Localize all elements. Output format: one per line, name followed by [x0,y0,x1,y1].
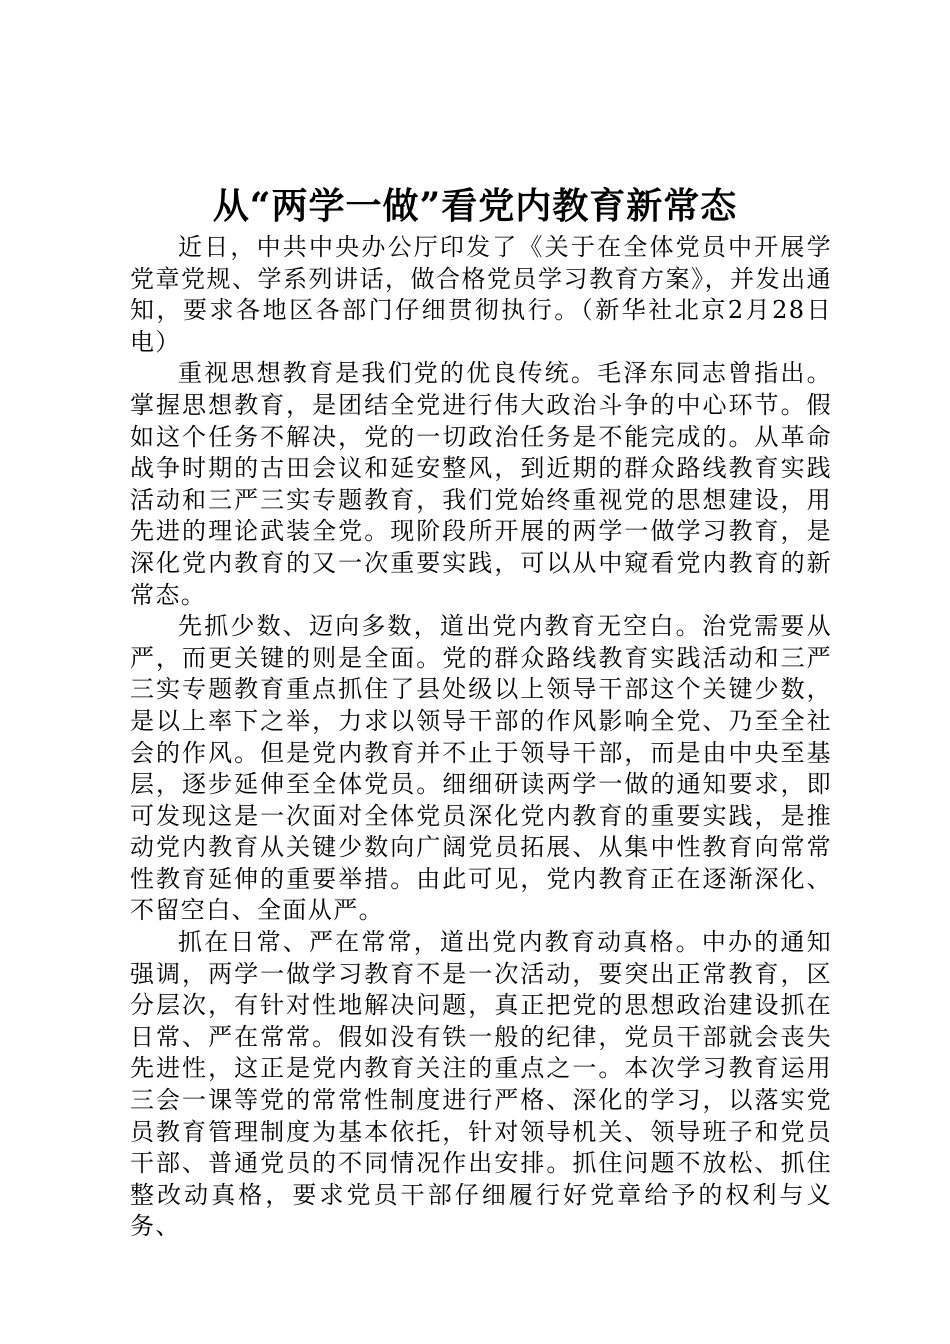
paragraph-thought-education: 重视思想教育是我们党的优良传统。毛泽东同志曾指出。掌握思想教育，是团结全党进行伟大政治斗争的中心环节。假如这个任务不解决，党的一切政治任务是不能完成的。从革命战争时期的古田会议和延安整风，到近期的群众路线教育实践活动和三严三实专题教育，我们党始终重视党的思想建设，用先进的理论武装全党。现阶段所开展的两学一做学习教育，是深化党内教育的又一次重要实践，可以从中窥看党内教育的新常态。 [130,359,832,609]
paragraph-no-blank: 先抓少数、迈向多数，道出党内教育无空白。治党需要从严，而更关键的则是全面。党的群众路线教育实践活动和三严三实专题教育重点抓住了县处级以上领导干部这个关键少数，是以上率下之举，力求以领导干部的作风影响全党、乃至全社会的作风。但是党内教育并不止于领导干部，而是由中央至基层，逐步延伸至全体党员。细细研读两学一做的通知要求，即可发现这是一次面对全体党员深化党内教育的重要实践，是推动党内教育从关键少数向广阔党员拓展、从集中性教育向常常性教育延伸的重要举措。由此可见，党内教育正在逐渐深化、不留空白、全面从严。 [130,612,832,925]
paragraph-daily-strict: 抓在日常、严在常常，道出党内教育动真格。中办的通知强调，两学一做学习教育不是一次活动，要突出正常教育，区分层次，有针对性地解决问题，真正把党的思想政治建设抓在日常、严在常常。假如没有铁一般的纪律，党员干部就会丧失先进性，这正是党内教育关注的重点之一。本次学习教育运用三会一课等党的常常性制度进行严格、深化的学习，以落实党员教育管理制度为基本依托，针对领导机关、领导班子和党员干部、普通党员的不同情况作出安排。抓住问题不放松、抓住整改动真格，要求党员干部仔细履行好党章给予的权利与义务、 [130,928,832,1241]
document-title: 从“两学一做”看党内教育新常态 [212,185,738,227]
document-body [130,232,832,1243]
paragraph-intro: 近日，中共中央办公厅印发了《关于在全体党员中开展学党章党规、学系列讲话，做合格党员学习教育方案》，并发出通知，要求各地区各部门仔细贯彻执行。（新华社北京2月28日电） [130,233,832,356]
